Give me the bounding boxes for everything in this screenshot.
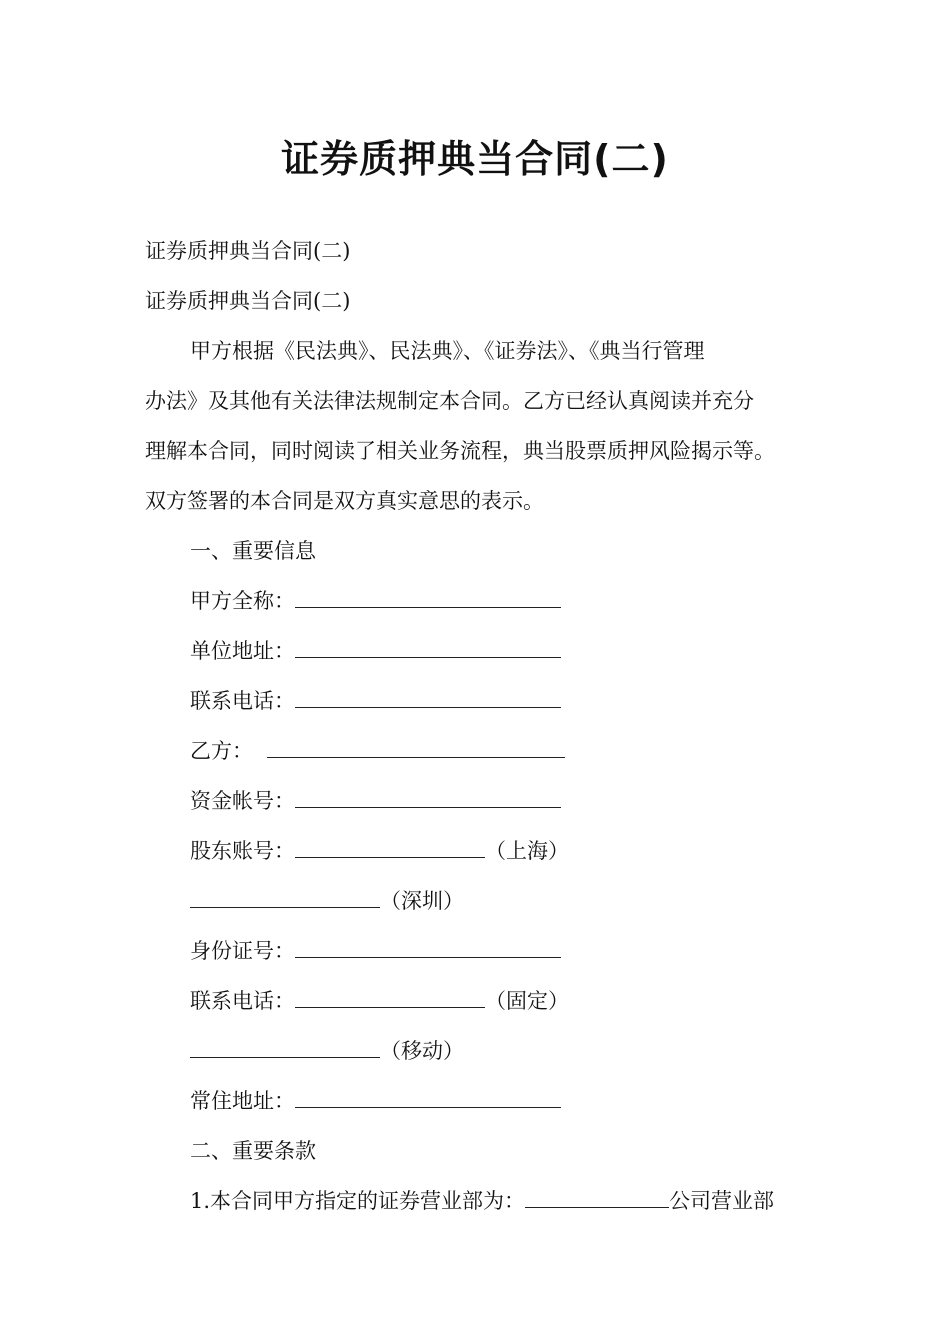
party-b-row (190, 737, 565, 765)
fund-account-blank[interactable] (295, 789, 561, 808)
unit-address-blank[interactable] (295, 639, 561, 658)
shareholder-account-shanghai-blank[interactable] (295, 839, 485, 858)
id-number-row (190, 937, 561, 965)
clause-1-suffix: 公司营业部 (669, 1189, 775, 1213)
unit-address-label: 单位地址： (190, 639, 295, 663)
residence-label: 常住地址： (190, 1089, 295, 1113)
party-a-name-label: 甲方全称： (190, 589, 295, 613)
mobile-row (190, 1037, 464, 1065)
document-title: 证券质押典当合同(二) (281, 137, 669, 181)
contact-phone-a-label: 联系电话： (190, 689, 295, 713)
unit-address-row (190, 637, 561, 665)
fixed-label: （固定） (485, 989, 569, 1013)
contact-phone-b-row (190, 987, 569, 1015)
party-b-blank[interactable] (267, 739, 565, 758)
shanghai-label: （上海） (485, 839, 569, 863)
contact-phone-b-label: 联系电话： (190, 989, 295, 1013)
section-heading-important-clauses: 二、重要条款 (190, 1139, 316, 1163)
id-number-blank[interactable] (295, 939, 561, 958)
shenzhen-label: （深圳） (380, 889, 464, 913)
residence-row (190, 1087, 561, 1115)
shenzhen-row (190, 887, 464, 915)
shareholder-account-shenzhen-blank[interactable] (190, 889, 380, 908)
contact-phone-a-row (190, 687, 561, 715)
party-a-name-row (190, 587, 561, 615)
shareholder-account-label: 股东账号： (190, 839, 295, 863)
shareholder-account-row (190, 837, 569, 865)
party-a-name-blank[interactable] (295, 589, 561, 608)
mobile-label: （移动） (380, 1039, 464, 1063)
subtitle-line-1: 证券质押典当合同(二) (145, 239, 351, 263)
fund-account-label: 资金帐号： (190, 789, 295, 813)
intro-line-3: 理解本合同，同时阅读了相关业务流程，典当股票质押风险揭示等。 (145, 439, 775, 463)
subtitle-line-2: 证券质押典当合同(二) (145, 289, 351, 313)
intro-line-1: 甲方根据《民法典》、民法典》、《证券法》、《典当行管理 (190, 339, 705, 363)
contact-phone-mobile-blank[interactable] (190, 1039, 380, 1058)
section-heading-important-info: 一、重要信息 (190, 539, 316, 563)
id-number-label: 身份证号： (190, 939, 295, 963)
intro-line-2: 办法》及其他有关法律法规制定本合同。乙方已经认真阅读并充分 (145, 389, 754, 413)
party-b-label: 乙方： (190, 739, 253, 763)
fund-account-row (190, 787, 561, 815)
contact-phone-a-blank[interactable] (295, 689, 561, 708)
intro-line-4: 双方签署的本合同是双方真实意思的表示。 (145, 489, 544, 513)
clause-1-text: 1.本合同甲方指定的证券营业部为： (190, 1189, 526, 1213)
securities-branch-blank[interactable] (525, 1189, 669, 1208)
clause-1-row (190, 1187, 774, 1215)
contact-phone-fixed-blank[interactable] (295, 989, 485, 1008)
residence-blank[interactable] (295, 1089, 561, 1108)
